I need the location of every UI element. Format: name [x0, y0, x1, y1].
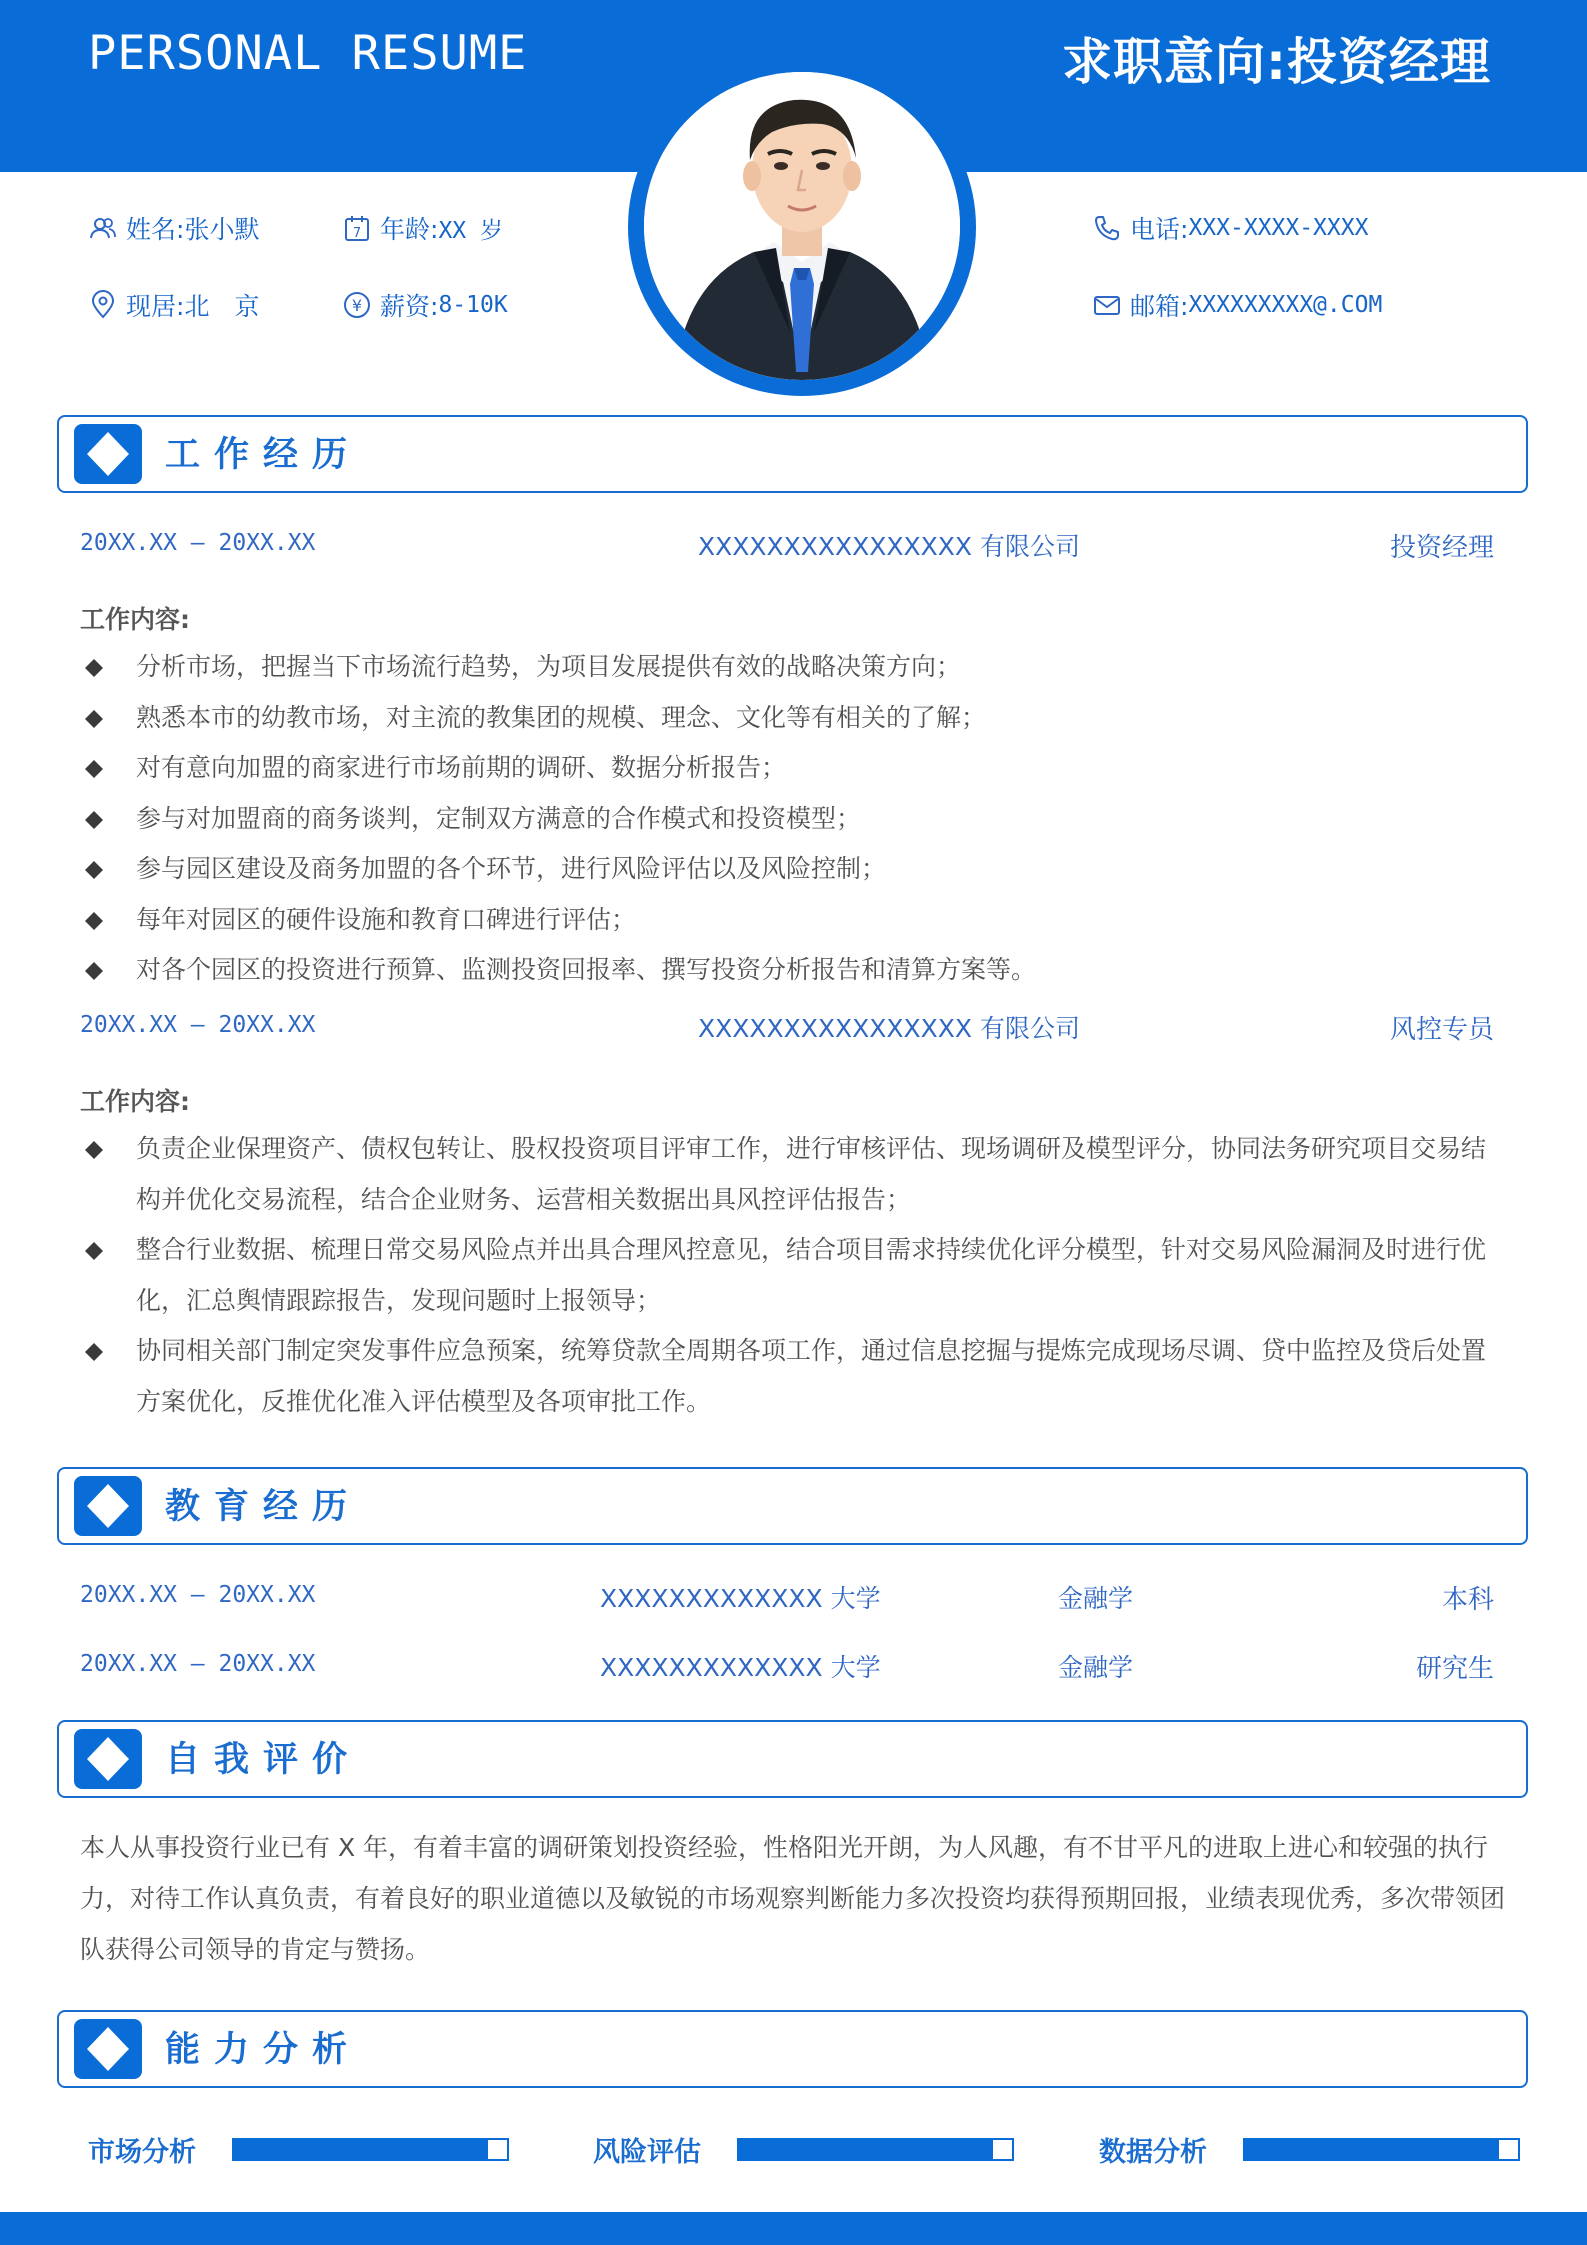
job-2-content-label: 工作内容:	[80, 1087, 190, 1116]
duty-text: 协同相关部门制定突发事件应急预案，统筹贷款全周期各项工作，通过信息挖掘与提炼完成现场尽调、贷中监控及贷后处置方案优化，反推优化准入评估模型及各项审批工作。	[136, 1336, 1487, 1416]
edu-1-period: 20XX.XX – 20XX.XX	[80, 1582, 316, 1608]
bullet-diamond-icon	[84, 709, 104, 729]
bullet-diamond-icon	[84, 1342, 104, 1362]
avatar-illustration	[644, 72, 960, 380]
job-2-company: XXXXXXXXXXXXXXXX 有限公司	[698, 1014, 1080, 1043]
duty-item	[80, 693, 1500, 744]
duty-item	[80, 895, 1500, 946]
section-title: 能力分析	[165, 2030, 362, 2070]
duty-item	[80, 1124, 1500, 1225]
duty-item	[80, 1225, 1500, 1326]
skill-3-bar	[1243, 2138, 1520, 2161]
mail-icon	[1092, 290, 1122, 320]
section-icon-box	[74, 1476, 142, 1536]
edu-1-school: XXXXXXXXXXXXX 大学	[600, 1584, 881, 1613]
info-location	[88, 287, 259, 323]
section-icon-box	[74, 424, 142, 484]
name-value: 张小默	[184, 215, 260, 244]
duty-item	[80, 743, 1500, 794]
edu-2-degree: 研究生	[1415, 1654, 1494, 1684]
section-self-eval-header	[57, 1720, 1528, 1798]
age-value: XX 岁	[438, 217, 503, 244]
info-name	[88, 210, 259, 246]
info-phone	[1092, 210, 1368, 246]
diamond-icon	[84, 2024, 132, 2074]
salary-value: 8-10K	[438, 292, 508, 318]
skill-1-fill	[234, 2140, 488, 2159]
duty-text: 整合行业数据、梳理日常交易风险点并出具合理风控意见，结合项目需求持续优化评分模型，针对交易风险漏洞及时进行优化，汇总舆情跟踪报告，发现问题时上报领导；	[136, 1235, 1487, 1315]
section-title: 工作经历	[165, 435, 362, 475]
name-label: 姓名:	[126, 215, 185, 244]
edu-2-period: 20XX.XX – 20XX.XX	[80, 1651, 316, 1677]
email-value: XXXXXXXXX@.COM	[1188, 292, 1383, 318]
duty-text: 熟悉本市的幼教市场，对主流的教集团的规模、理念、文化等有相关的了解；	[136, 702, 987, 732]
calendar-icon	[342, 213, 372, 243]
job-2-position: 风控专员	[1389, 1015, 1494, 1045]
edu-2-school: XXXXXXXXXXXXX 大学	[600, 1653, 881, 1682]
footer-band	[0, 2212, 1587, 2245]
resume-title: PERSONAL RESUME	[88, 26, 528, 81]
skill-2-fill	[739, 2140, 993, 2159]
duty-item	[80, 945, 1500, 996]
section-education-header	[57, 1467, 1528, 1545]
duty-item	[80, 642, 1500, 693]
section-title: 自我评价	[165, 1740, 362, 1780]
info-salary	[342, 287, 508, 323]
skill-3-fill	[1245, 2140, 1499, 2159]
age-label: 年龄:	[380, 215, 439, 244]
section-title: 教育经历	[165, 1487, 362, 1527]
duty-item	[80, 844, 1500, 895]
job-2-period: 20XX.XX – 20XX.XX	[80, 1012, 316, 1038]
job-1-period: 20XX.XX – 20XX.XX	[80, 530, 316, 556]
bullet-diamond-icon	[84, 759, 104, 779]
info-email	[1092, 287, 1382, 323]
skill-3-label: 数据分析	[1099, 2137, 1207, 2168]
edu-1-major: 金融学	[1058, 1584, 1134, 1613]
skill-1-bar	[232, 2138, 509, 2161]
job-intent: 求职意向:投资经理	[1062, 33, 1491, 91]
svg-text:7: 7	[352, 226, 362, 241]
job-1-company: XXXXXXXXXXXXXXXX 有限公司	[698, 532, 1080, 561]
section-work-header	[57, 415, 1528, 493]
bullet-diamond-icon	[84, 1140, 104, 1160]
job-1-position: 投资经理	[1389, 533, 1494, 563]
bullet-diamond-icon	[84, 658, 104, 678]
skill-2-bar	[737, 2138, 1014, 2161]
self-eval-text: 本人从事投资行业已有 X 年，有着丰富的调研策划投资经验，性格阳光开朗，为人风趣，有不甘平凡的进取上进心和较强的执行力，对待工作认真负责，有着良好的职业道德以及敏锐的市场观察判断能力多次投资均获得预期回报，业绩表现优秀，多次带领团队获得公司领导的肯定与赞扬。	[80, 1833, 1506, 1964]
job-1-content-label: 工作内容:	[80, 605, 190, 634]
section-icon-box	[74, 2019, 142, 2079]
phone-icon	[1092, 213, 1122, 243]
duty-text: 分析市场，把握当下市场流行趋势，为项目发展提供有效的战略决策方向；	[136, 652, 962, 681]
duty-item	[80, 794, 1500, 845]
edu-2-major: 金融学	[1058, 1653, 1134, 1682]
duty-text: 每年对园区的硬件设施和教育口碑进行评估；	[136, 904, 637, 934]
location-label: 现居:	[126, 292, 185, 321]
bullet-diamond-icon	[84, 911, 104, 931]
diamond-icon	[84, 1481, 132, 1531]
email-label: 邮箱:	[1130, 292, 1189, 321]
avatar	[644, 72, 960, 380]
job-1-duties	[80, 642, 1500, 996]
location-value: 北 京	[184, 292, 260, 321]
diamond-icon	[84, 1734, 132, 1784]
skill-2-label: 风险评估	[593, 2137, 701, 2168]
bullet-diamond-icon	[84, 1241, 104, 1261]
location-pin-icon	[88, 290, 118, 320]
svg-text:¥: ¥	[351, 296, 363, 315]
section-skills-header	[57, 2010, 1528, 2088]
duty-text: 负责企业保理资产、债权包转让、股权投资项目评审工作，进行审核评估、现场调研及模型评分，协同法务研究项目交易结构并优化交易流程，结合企业财务、运营相关数据出具风控评估报告；	[136, 1134, 1487, 1214]
yuan-icon	[342, 290, 372, 320]
duty-text: 对各个园区的投资进行预算、监测投资回报率、撰写投资分析报告和清算方案等。	[136, 955, 1037, 984]
duty-text: 对有意向加盟的商家进行市场前期的调研、数据分析报告；	[136, 753, 787, 782]
phone-value: XXX-XXXX-XXXX	[1188, 215, 1369, 241]
bullet-diamond-icon	[84, 810, 104, 830]
bullet-diamond-icon	[84, 961, 104, 981]
duty-text: 参与对加盟商的商务谈判，定制双方满意的合作模式和投资模型；	[136, 803, 862, 833]
diamond-icon	[84, 429, 132, 479]
bullet-diamond-icon	[84, 860, 104, 880]
salary-label: 薪资:	[380, 292, 439, 321]
duty-item	[80, 1326, 1500, 1427]
job-2-duties	[80, 1124, 1500, 1427]
skill-1-label: 市场分析	[88, 2137, 196, 2168]
section-icon-box	[74, 1729, 142, 1789]
phone-label: 电话:	[1130, 215, 1189, 244]
info-age	[342, 210, 503, 246]
users-icon	[88, 213, 118, 243]
edu-1-degree: 本科	[1441, 1585, 1494, 1615]
duty-text: 参与园区建设及商务加盟的各个环节，进行风险评估以及风险控制；	[136, 854, 887, 883]
